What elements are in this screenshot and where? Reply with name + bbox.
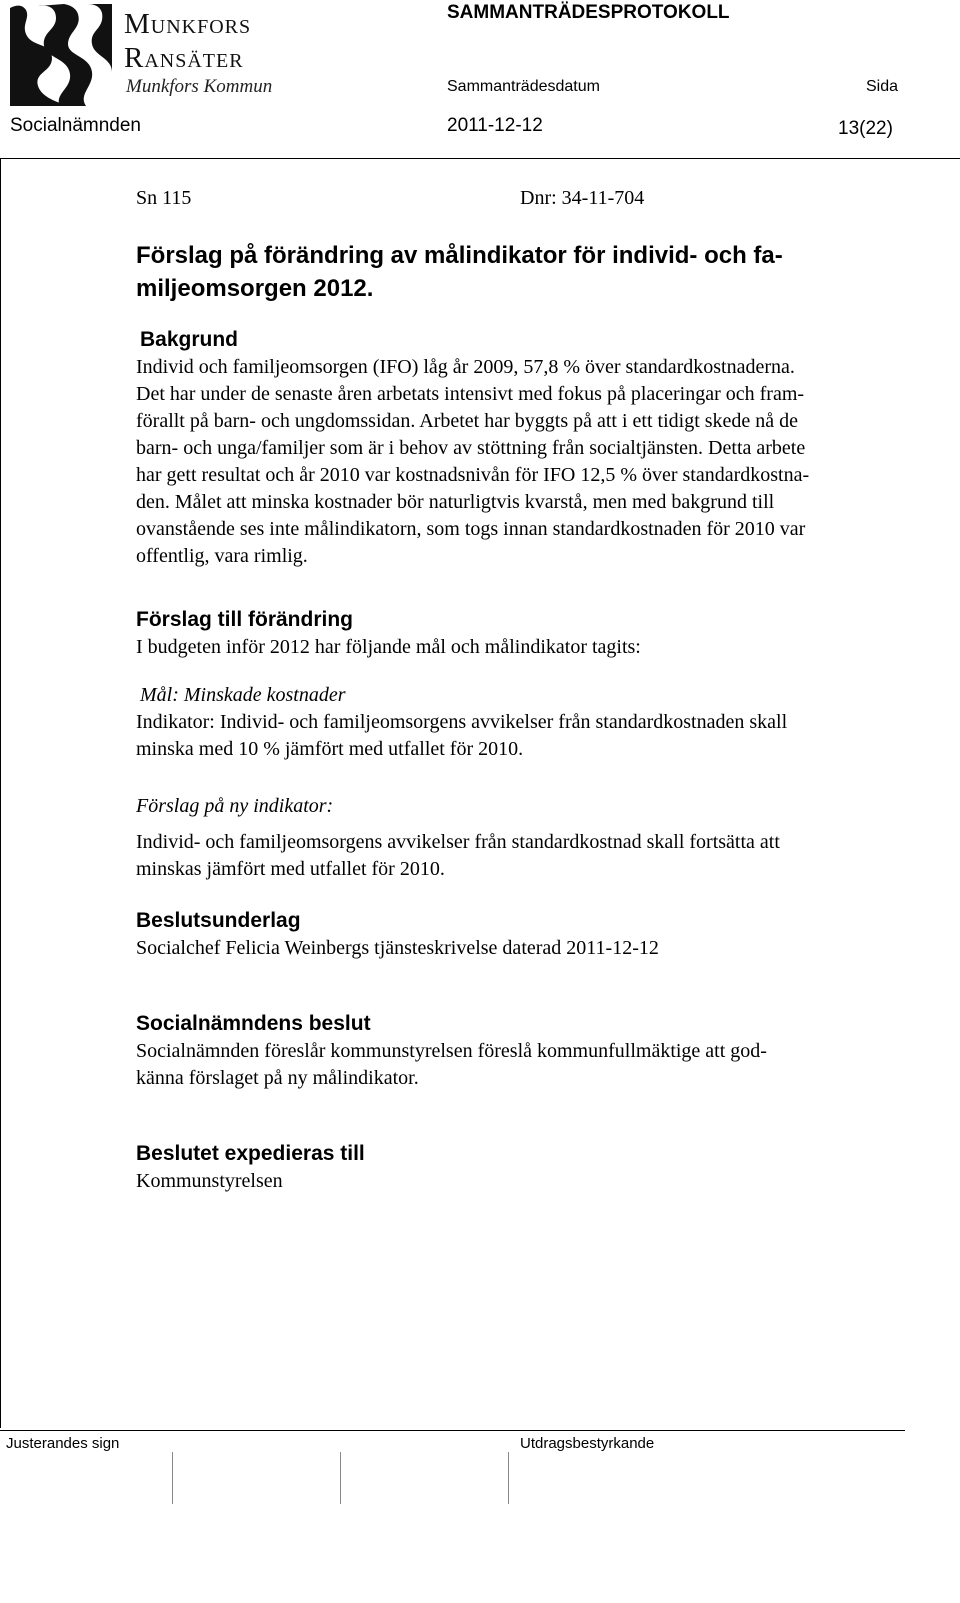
paragraph-line: Individ och familjeomsorgen (IFO) låg år 2009, 57,8 % över standardkostnaderna. <box>136 356 795 378</box>
background-heading: Bakgrund <box>140 328 239 351</box>
paragraph-line: minska med 10 % jämfört med utfallet för 2010. <box>136 738 524 760</box>
river-logo-icon <box>8 2 116 108</box>
new-indicator-paragraph <box>136 829 936 883</box>
title-line: Förslag på förändring av målindikator för individ- och fa- <box>136 242 783 269</box>
meeting-date: 2011-12-12 <box>447 115 543 136</box>
signature-box-divider <box>340 1452 341 1504</box>
goal-label: Mål: Minskade kostnader <box>140 684 346 706</box>
page-label: Sida <box>866 78 899 95</box>
paragraph-line: offentlig, vara rimlig. <box>136 545 308 567</box>
signature-box-divider <box>508 1452 509 1504</box>
signature-box-divider <box>172 1452 173 1504</box>
paragraph-line: förallt på barn- och ungdomssidan. Arbetet har byggts på att i ett tidigt skede nå de <box>136 410 799 432</box>
proposal-intro: I budgeten inför 2012 har följande mål och målindikator tagits: <box>136 636 641 658</box>
paragraph-line: känna förslaget på ny målindikator. <box>136 1067 419 1089</box>
paragraph-line: har gett resultat och år 2010 var kostnadsnivån för IFO 12,5 % över standardkostna- <box>136 464 810 486</box>
header-divider <box>0 158 960 159</box>
paragraph-line: ovanstående ses inte målindikatorn, som togs innan standardkostnaden för 2010 var <box>136 518 806 540</box>
paragraph-line: Socialnämnden föreslår kommunstyrelsen föreslå kommunfullmäktige att god- <box>136 1040 767 1062</box>
proposal-heading: Förslag till förändring <box>136 608 354 631</box>
paragraph-line: den. Målet att minska kostnader bör naturligtvis kvarstå, men med bakgrund till <box>136 491 775 513</box>
indicator-paragraph <box>136 709 936 763</box>
committee-name: Socialnämnden <box>10 115 141 136</box>
paragraph-line: barn- och unga/familjer som är i behov av stöttning från socialtjänsten. Detta arbete <box>136 437 806 459</box>
case-dnr: Dnr: 34-11-704 <box>520 187 645 209</box>
logo-wordmark-line1: Munkfors <box>124 8 252 40</box>
dispatch-text: Kommunstyrelsen <box>136 1170 283 1192</box>
title-line: miljeomsorgen 2012. <box>136 275 374 302</box>
page-number: 13(22) <box>838 118 893 139</box>
paragraph-line: Det har under de senaste åren arbetats intensivt med fokus på placeringar och fram- <box>136 383 805 405</box>
paragraph-line: Indikator: Individ- och familjeomsorgens avvikelser från standardkostnaden skall <box>136 711 788 733</box>
logo-wordmark-line2: Ransäter <box>124 42 244 74</box>
case-title <box>136 239 936 305</box>
meeting-date-label: Sammanträdesdatum <box>447 78 600 95</box>
case-number: Sn 115 <box>136 187 192 209</box>
background-paragraph <box>136 354 936 570</box>
left-margin-rule <box>0 158 1 1428</box>
document-body <box>136 185 936 1195</box>
paragraph-line: Individ- och familjeomsorgens avvikelser från standardkostnad skall fortsätta att <box>136 831 780 853</box>
footer-divider <box>0 1430 905 1431</box>
document-type: SAMMANTRÄDESPROTOKOLL <box>447 2 730 23</box>
decision-paragraph <box>136 1038 936 1092</box>
logo-subtitle: Munkfors Kommun <box>126 76 273 97</box>
decision-heading: Socialnämndens beslut <box>136 1012 371 1035</box>
dispatch-heading: Beslutet expedieras till <box>136 1142 365 1165</box>
case-reference <box>136 185 936 215</box>
new-indicator-label: Förslag på ny indikator: <box>136 795 334 817</box>
basis-text: Socialchef Felicia Weinbergs tjänsteskrivelse daterad 2011-12-12 <box>136 937 659 959</box>
basis-heading: Beslutsunderlag <box>136 909 301 932</box>
paragraph-line: minskas jämfört med utfallet för 2010. <box>136 858 445 880</box>
extract-certification-label: Utdragsbestyrkande <box>520 1435 655 1452</box>
signatures-label: Justerandes sign <box>6 1435 120 1452</box>
